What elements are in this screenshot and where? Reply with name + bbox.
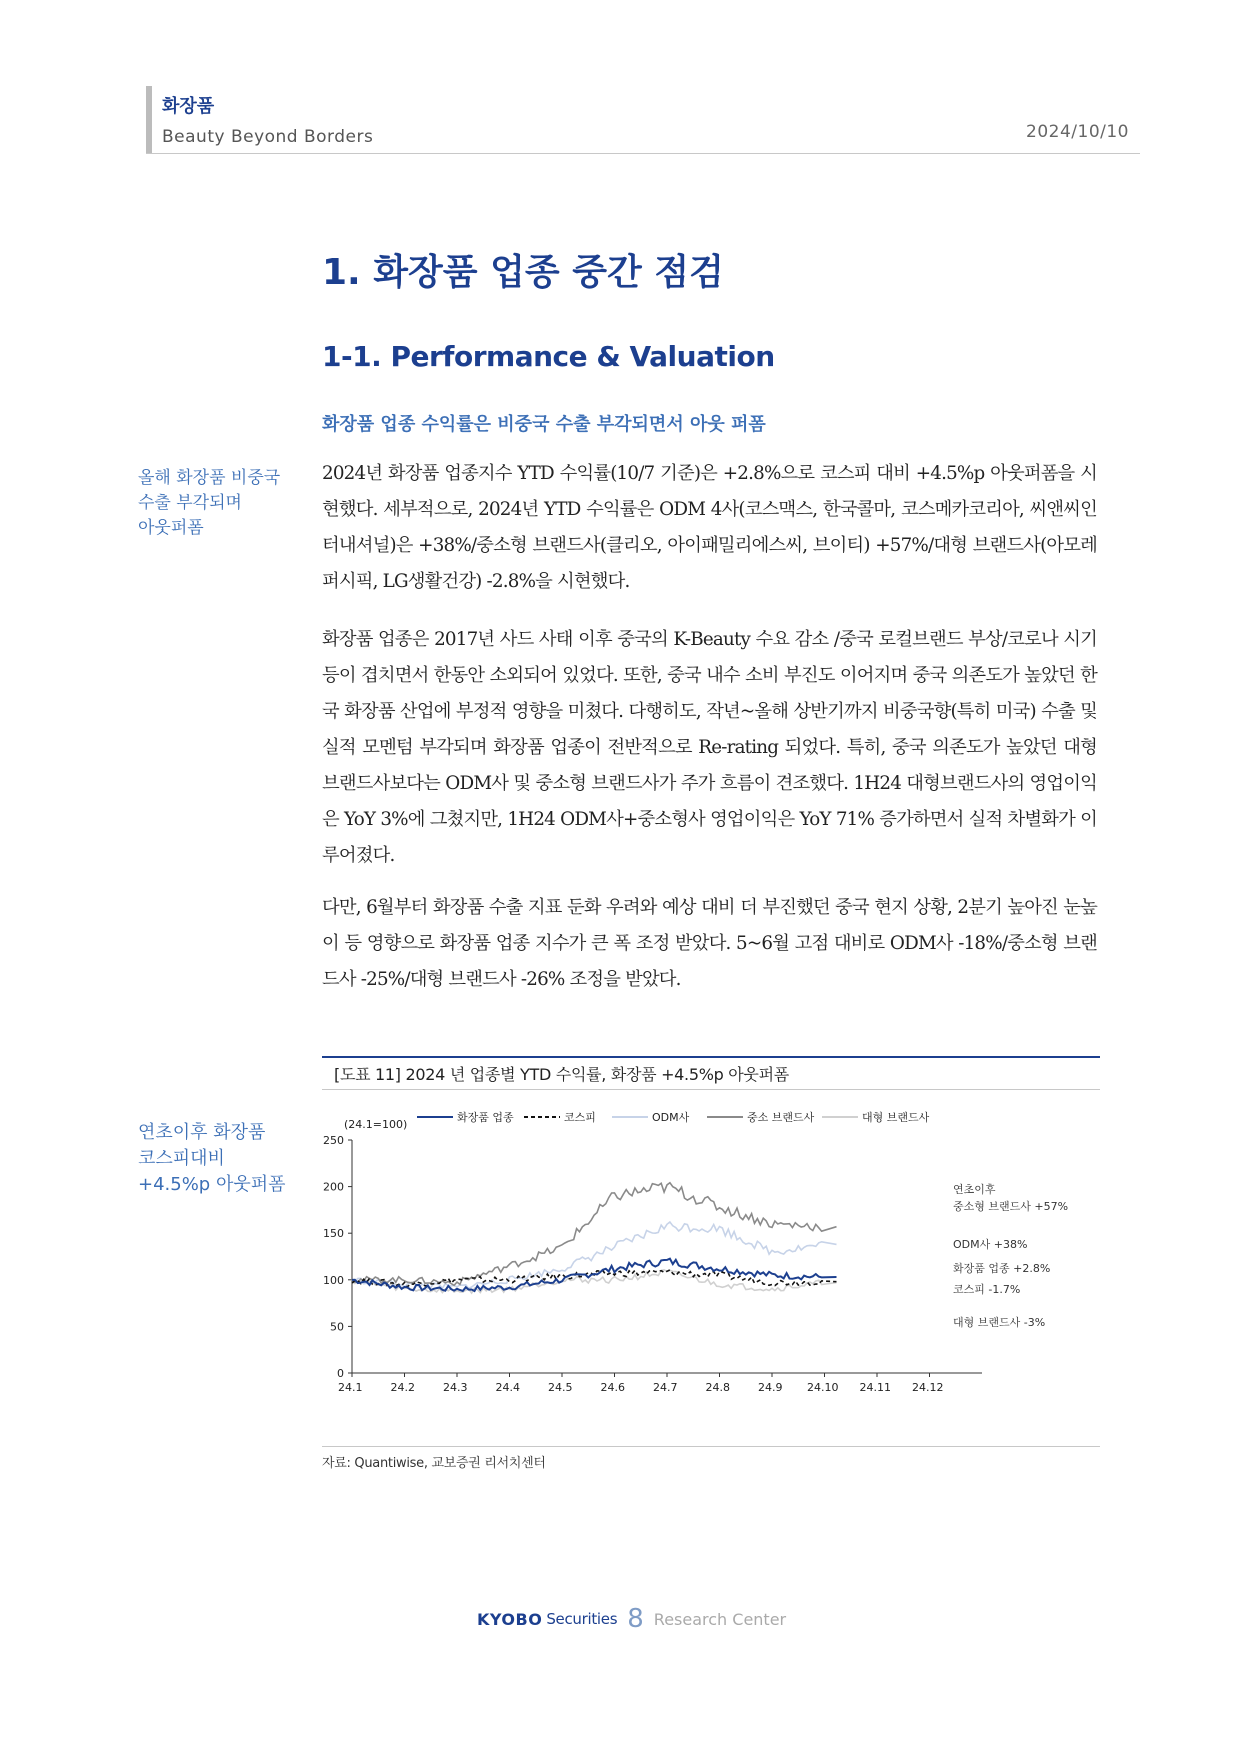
annotation-kospi: 코스피 -1.7% bbox=[953, 1283, 1021, 1296]
table-title-rule bbox=[322, 1089, 1100, 1090]
sidenote-outperform: 연초이후 화장품 코스피대비 +4.5%p 아웃퍼폼 bbox=[138, 1122, 286, 1195]
annotation-since-start: 연초이후 bbox=[953, 1183, 996, 1196]
chart-source: 자료: Quantiwise, 교보증권 리서치센터 bbox=[322, 1456, 546, 1471]
legend-label: 코스피 bbox=[564, 1111, 596, 1124]
y-tick-label: 250 bbox=[323, 1134, 344, 1147]
table-top-rule bbox=[322, 1056, 1100, 1058]
annotation-odm: ODM사 +38% bbox=[953, 1238, 1028, 1251]
subsection-title: 1-1. Performance & Valuation bbox=[322, 340, 775, 373]
y-tick-label: 150 bbox=[323, 1227, 344, 1241]
series-line-3 bbox=[352, 1183, 837, 1286]
footer-brand-suffix: Securities bbox=[546, 1610, 618, 1628]
y-axis-ticks bbox=[323, 1134, 352, 1380]
legend-label: 화장품 업종 bbox=[457, 1111, 514, 1124]
x-tick-label: 24.12 bbox=[912, 1381, 944, 1394]
chart-axes bbox=[352, 1140, 982, 1373]
x-tick-label: 24.7 bbox=[653, 1381, 678, 1394]
annotation-small-brand: 중소형 브랜드사 +57% bbox=[953, 1200, 1069, 1213]
chart-series-lines bbox=[352, 1183, 837, 1293]
footer bbox=[477, 1604, 786, 1634]
paragraph-ytd-returns: 2024년 화장품 업종지수 YTD 수익률(10/7 기준)은 +2.8%으로 코스피 대비 +4.5%p 아웃퍼폼을 시현했다. 세부적으로, 2024년 YTD 수익률은 ODM 4사(코스맥스, 한국콜마, 코스메카코리아, 씨앤씨인터내셔널)은 +38%/중소형 브랜드사(클리오, 아이패밀리에스씨, 브이티) +57%/대형 브랜드사(아모레퍼시픽, LG생활건강) -2.8%을 시현했다. bbox=[322, 463, 1097, 592]
legend-label: 중소 브랜드사 bbox=[747, 1111, 815, 1124]
table-title: [도표 11] 2024 년 업종별 YTD 수익률, 화장품 +4.5%p 아웃퍼폼 bbox=[334, 1065, 789, 1084]
chart-annotations bbox=[953, 1182, 1068, 1329]
chart-legend bbox=[417, 1110, 930, 1124]
footer-research-center: Research Center bbox=[653, 1609, 787, 1629]
legend-label: 대형 브랜드사 bbox=[862, 1111, 930, 1124]
x-tick-label: 24.10 bbox=[807, 1381, 839, 1394]
source-rule bbox=[322, 1446, 1100, 1447]
x-tick-label: 24.11 bbox=[859, 1381, 891, 1394]
section-title: 1. 화장품 업종 중간 점검 bbox=[322, 252, 724, 293]
header-accent-bar bbox=[146, 86, 152, 154]
ytd-returns-line-chart bbox=[322, 1095, 1100, 1445]
header-subtitle: Beauty Beyond Borders bbox=[162, 127, 374, 147]
y-tick-label: 200 bbox=[323, 1180, 344, 1194]
x-tick-label: 24.9 bbox=[758, 1381, 783, 1394]
sidenote-export: 올해 화장품 비중국 수출 부각되며 아웃퍼폼 bbox=[138, 468, 281, 538]
y-axis-unit-label: (24.1=100) bbox=[344, 1118, 408, 1131]
annotation-cosmetics: 화장품 업종 +2.8% bbox=[953, 1262, 1051, 1275]
legend-label: ODM사 bbox=[652, 1111, 690, 1124]
x-tick-label: 24.2 bbox=[390, 1381, 415, 1394]
subsection-headline: 화장품 업종 수익률은 비중국 수출 부각되면서 아웃 퍼폼 bbox=[322, 414, 766, 435]
y-tick-label: 100 bbox=[323, 1273, 344, 1287]
y-tick-label: 0 bbox=[337, 1367, 344, 1380]
x-tick-label: 24.6 bbox=[600, 1381, 625, 1394]
x-tick-label: 24.4 bbox=[495, 1381, 520, 1394]
x-tick-label: 24.3 bbox=[443, 1381, 468, 1394]
x-tick-label: 24.1 bbox=[338, 1381, 363, 1394]
footer-brand: KYOBO bbox=[477, 1609, 543, 1629]
x-axis-ticks bbox=[338, 1373, 944, 1394]
paragraph-correction: 다만, 6월부터 화장품 수출 지표 둔화 우려와 예상 대비 더 부진했던 중국 현지 상황, 2분기 높아진 눈높이 등 영향으로 화장품 업종 지수가 큰 폭 조정 받았다. 5~6월 고점 대비로 ODM사 -18%/중소형 브랜드사 -25%/대형 브랜드사 -26% 조정을 받았다. bbox=[322, 897, 1097, 990]
annotation-large-brand: 대형 브랜드사 -3% bbox=[953, 1316, 1046, 1329]
y-tick-label: 50 bbox=[330, 1320, 344, 1334]
header-category: 화장품 bbox=[162, 96, 215, 117]
header-date: 2024/10/10 bbox=[1026, 122, 1129, 142]
x-tick-label: 24.5 bbox=[548, 1381, 573, 1394]
page-number: 8 bbox=[627, 1604, 644, 1634]
header-divider bbox=[146, 153, 1140, 154]
x-tick-label: 24.8 bbox=[705, 1381, 730, 1394]
paragraph-rerating: 화장품 업종은 2017년 사드 사태 이후 중국의 K-Beauty 수요 감소 /중국 로컬브랜드 부상/코로나 시기 등이 겹치면서 한동안 소외되어 있었다. 또한, 중국 내수 소비 부진도 이어지며 중국 의존도가 높았던 한국 화장품 산업에 부정적 영향을 미쳤다. 다행히도, 작년~올해 상반기까지 비중국향(특히 미국) 수출 및 실적 모멘텀 부각되며 화장품 업종이 전반적으로 Re-rating 되었다. 특히, 중국 의존도가 높았던 대형 브랜드사보다는 ODM사 및 중소형 브랜드사가 주가 흐름이 견조했다. 1H24 대형브랜드사의 영업이익은 YoY 3%에 그쳤지만, 1H24 ODM사+중소형사 영업이익은 YoY 71% 증가하면서 실적 차별화가 이루어졌다. bbox=[322, 629, 1097, 866]
